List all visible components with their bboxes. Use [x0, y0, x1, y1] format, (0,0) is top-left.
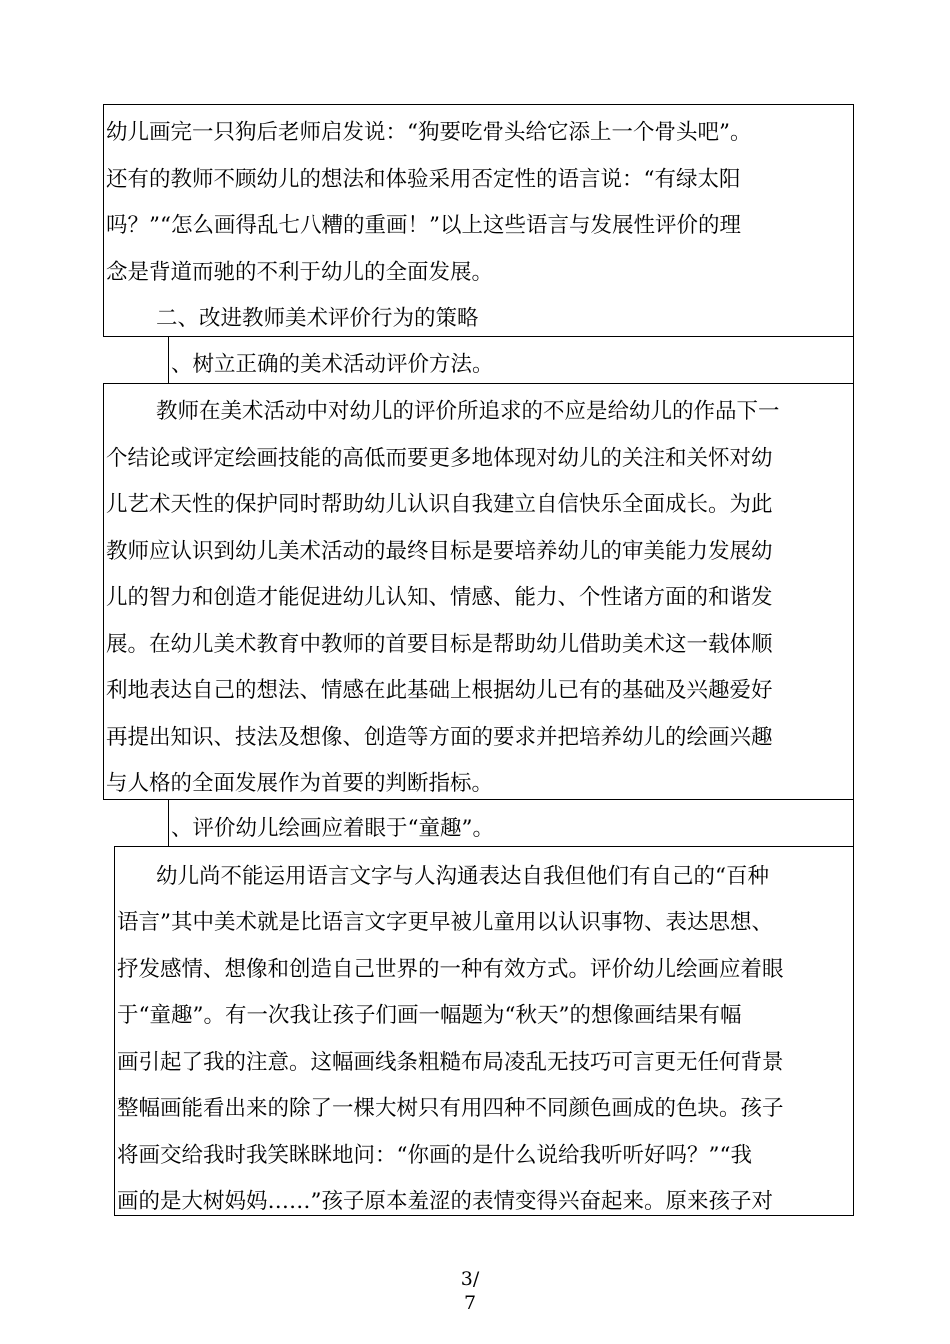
paragraph-line: 幼儿尚不能运用语言文字与人沟通表达自我但他们有自己的“百种: [156, 864, 769, 889]
paragraph-line: 抒发感情、想像和创造自己世界的一种有效方式。评价幼儿绘画应着眼: [117, 957, 784, 982]
paragraph-line: 展。在幼儿美术教育中教师的首要目标是帮助幼儿借助美术这一载体顺: [106, 632, 773, 657]
paragraph-line: 再提出知识、技法及想像、创造等方面的要求并把培养幼儿的绘画兴趣: [106, 725, 773, 750]
paragraph-line: 教师应认识到幼儿美术活动的最终目标是要培养幼儿的审美能力发展幼: [106, 539, 773, 564]
paragraph-line: 还有的教师不顾幼儿的想法和体验采用否定性的语言说：“有绿太阳: [106, 167, 741, 192]
paragraph-line: 整幅画能看出来的除了一棵大树只有用四种不同颜色画成的色块。孩子: [117, 1096, 784, 1121]
paragraph-line: 幼儿画完一只狗后老师启发说：“狗要吃骨头给它添上一个骨头吧”。: [106, 120, 752, 145]
subheading: 、评价幼儿绘画应着眼于“童趣”。: [171, 816, 494, 841]
paragraph-line: 将画交给我时我笑眯眯地问：“你画的是什么说给我听听好吗？”“我: [117, 1143, 752, 1168]
paragraph-line: 儿艺术天性的保护同时帮助幼儿认识自我建立自信快乐全面成长。为此: [106, 492, 773, 517]
paragraph-line: 于“童趣”。有一次我让孩子们画一幅题为“秋天”的想像画结果有幅: [117, 1003, 742, 1028]
section-heading: 二、改进教师美术评价行为的策略: [156, 306, 479, 331]
paragraph-line: 画的是大树妈妈……”孩子原本羞涩的表情变得兴奋起来。原来孩子对: [117, 1189, 773, 1214]
paragraph-line: 个结论或评定绘画技能的高低而要更多地体现对幼儿的关注和关怀对幼: [106, 446, 773, 471]
paragraph-line: 教师在美术活动中对幼儿的评价所追求的不应是给幼儿的作品下一: [156, 399, 780, 424]
paragraph-line: 画引起了我的注意。这幅画线条粗糙布局凌乱无技巧可言更无任何背景: [117, 1050, 784, 1075]
page-number-bottom: 7: [463, 1292, 477, 1314]
page-number-top: 3/: [460, 1268, 480, 1290]
paragraph-line: 儿的智力和创造才能促进幼儿认知、情感、能力、个性诸方面的和谐发: [106, 585, 773, 610]
subheading: 、树立正确的美术活动评价方法。: [171, 352, 494, 377]
paragraph-line: 利地表达自己的想法、情感在此基础上根据幼儿已有的基础及兴趣爱好: [106, 678, 773, 703]
paragraph-line: 吗？”“怎么画得乱七八糟的重画！”以上这些语言与发展性评价的理: [106, 213, 741, 238]
paragraph-line: 念是背道而驰的不利于幼儿的全面发展。: [106, 260, 494, 285]
paragraph-line: 语言”其中美术就是比语言文字更早被儿童用以认识事物、表达思想、: [117, 910, 773, 935]
paragraph-line: 与人格的全面发展作为首要的判断指标。: [106, 771, 494, 796]
